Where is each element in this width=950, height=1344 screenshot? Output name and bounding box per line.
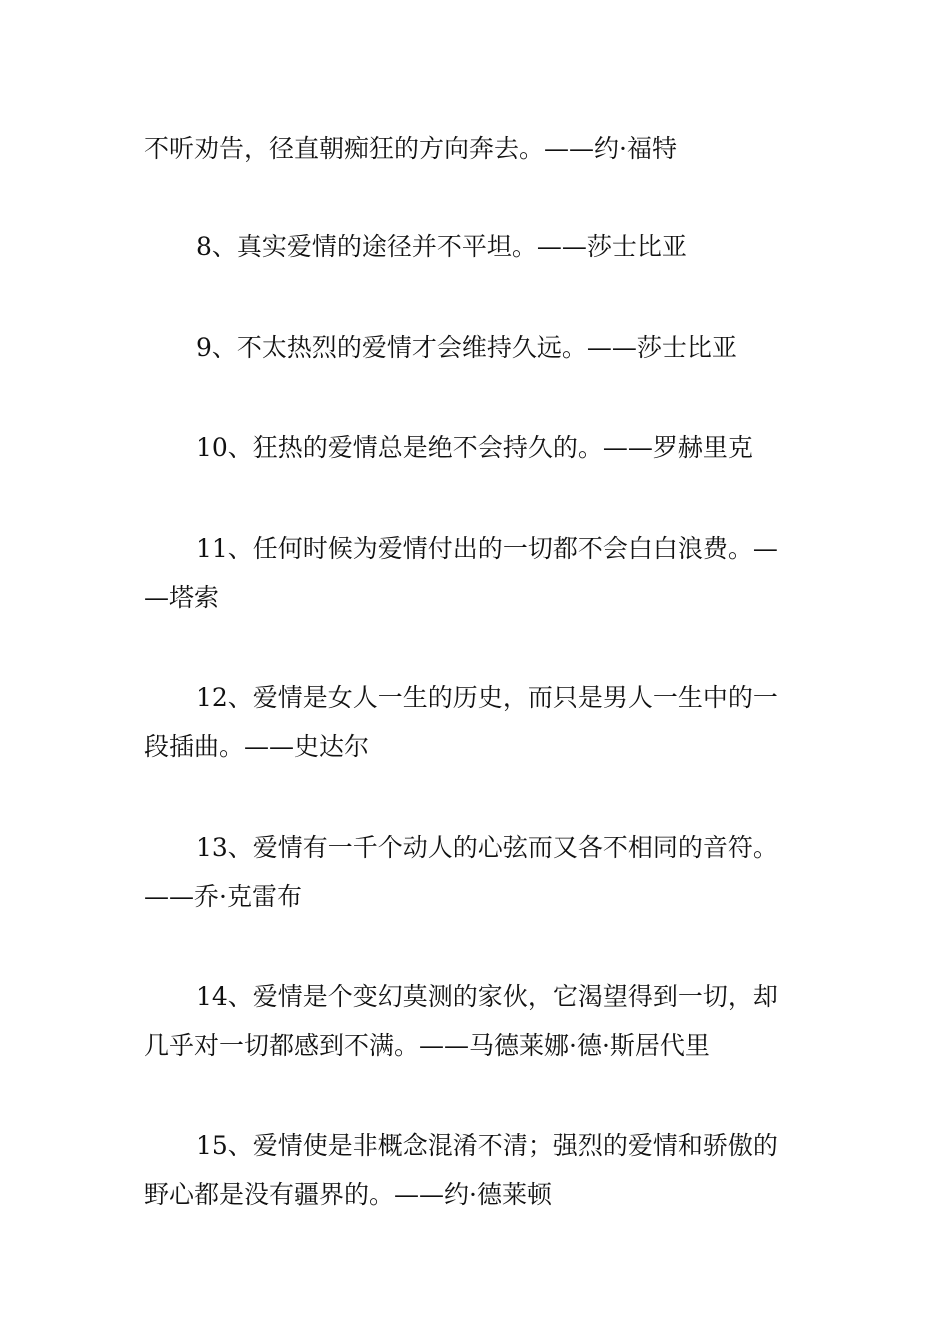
- paragraph-continuation: [144, 124, 814, 173]
- quote-item-9: [144, 323, 814, 372]
- text-line: 11、任何时候为爱情付出的一切都不会白白浪费。—: [196, 534, 778, 563]
- quote-item-8: [144, 222, 814, 271]
- quote-item-10: [144, 423, 814, 472]
- text-line: 不听劝告，径直朝痴狂的方向奔去。——约·福特: [144, 134, 677, 163]
- quote-item-13: [144, 823, 814, 921]
- quote-item-15: [144, 1121, 814, 1219]
- text-line: ——乔·克雷布: [144, 882, 302, 911]
- quote-item-12: [144, 673, 814, 771]
- quote-item-14: [144, 972, 814, 1070]
- text-line: 9、不太热烈的爱情才会维持久远。——莎士比亚: [196, 333, 737, 362]
- text-line: 13、爱情有一千个动人的心弦而又各不相同的音符。: [196, 833, 778, 862]
- text-line: 14、爱情是个变幻莫测的家伙，它渴望得到一切，却: [196, 982, 778, 1011]
- text-line: 几乎对一切都感到不满。——马德莱娜·德·斯居代里: [144, 1031, 710, 1060]
- text-line: —塔索: [144, 583, 220, 612]
- text-line: 野心都是没有疆界的。——约·德莱顿: [144, 1180, 552, 1209]
- text-line: 8、真实爱情的途径并不平坦。——莎士比亚: [196, 232, 687, 261]
- text-line: 12、爱情是女人一生的历史，而只是男人一生中的一: [196, 683, 778, 712]
- quote-item-11: [144, 524, 814, 622]
- text-line: 15、爱情使是非概念混淆不清；强烈的爱情和骄傲的: [196, 1131, 778, 1160]
- text-line: 10、狂热的爱情总是绝不会持久的。——罗赫里克: [196, 433, 753, 462]
- text-line: 段插曲。——史达尔: [144, 732, 370, 761]
